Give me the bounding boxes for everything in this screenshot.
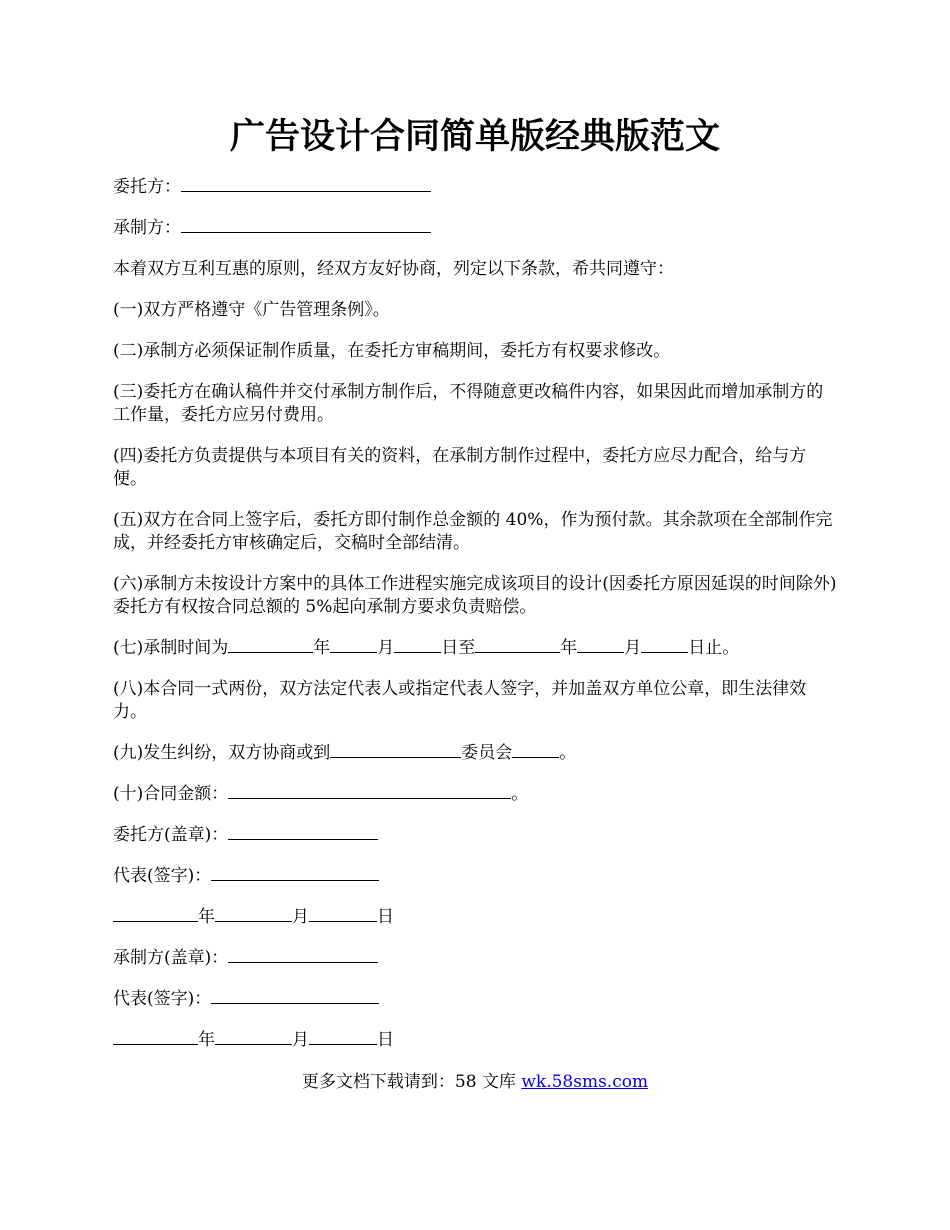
clause-1: (一)双方严格遵守《广告管理条例》。 [113, 300, 390, 320]
clause-10-amount-blank [228, 784, 511, 799]
client-rep-label: 代表(签字)： [113, 866, 212, 886]
clause-9-blank-2 [512, 743, 559, 758]
clause-3: (三)委托方在确认稿件并交付承制方制作后，不得随意更改稿件内容，如果因此而增加承制方的工作量，委托方应另付费用。 [113, 382, 824, 425]
footer [0, 1071, 950, 1094]
document-body [113, 176, 838, 1070]
clause-9-end: 。 [559, 743, 577, 763]
clause-7-day-blank [394, 638, 441, 653]
client-date-month: 月 [292, 907, 309, 927]
maker-date-month: 月 [292, 1030, 309, 1050]
clause-7-month-blank [330, 638, 377, 653]
client-rep-line [113, 865, 838, 888]
maker-date-day: 日 [377, 1030, 394, 1050]
clause-4: (四)委托方负责提供与本项目有关的资料，在承制方制作过程中，委托方应尽力配合，给与方便。 [113, 446, 807, 489]
clause-8: (八)本合同一式两份，双方法定代表人或指定代表人签字，并加盖双方单位公章，即生法律效力。 [113, 679, 807, 722]
clause-5: (五)双方在合同上签字后，委托方即付制作总金额的 40%，作为预付款。其余款项在全部制作完成，并经委托方审核确定后，交稿时全部结清。 [113, 510, 833, 553]
intro-paragraph: 本着双方互利互惠的原则，经双方友好协商，列定以下条款，希共同遵守： [113, 259, 674, 279]
clause-6: (六)承制方未按设计方案中的具体工作进程实施完成该项目的设计(因委托方原因延误的时间除外)委托方有权按合同总额的 5%起向承制方要求负责赔偿。 [113, 574, 837, 617]
client-date-day-blank [309, 907, 377, 922]
footer-text: 更多文档下载请到：58 文库 [301, 1072, 522, 1092]
maker-rep-label: 代表(签字)： [113, 989, 212, 1009]
clause-2: (二)承制方必须保证制作质量，在委托方审稿期间，委托方有权要求修改。 [113, 341, 671, 361]
maker-date-month-blank [215, 1030, 292, 1045]
clause-7-day2-blank [641, 638, 688, 653]
client-date-month-blank [215, 907, 292, 922]
maker-date-day-blank [309, 1030, 377, 1045]
maker-seal-line [113, 947, 838, 970]
client-seal-line [113, 824, 838, 847]
maker-date-year: 年 [198, 1030, 215, 1050]
client-seal-label: 委托方(盖章)： [113, 825, 229, 845]
clause-7 [113, 637, 838, 660]
client-rep-blank [211, 866, 379, 881]
clause-7-prefix: (七)承制时间为 [113, 638, 229, 658]
clause-10 [113, 783, 838, 806]
clause-7-year: 年 [313, 638, 331, 658]
client-line [113, 176, 838, 199]
maker-rep-line [113, 988, 838, 1011]
maker-rep-blank [211, 989, 379, 1004]
clause-9 [113, 742, 838, 765]
clause-7-end: 日止。 [688, 638, 740, 658]
client-blank [181, 177, 431, 192]
clause-7-month2: 月 [624, 638, 642, 658]
clause-7-day-to: 日至 [441, 638, 476, 658]
clause-10-prefix: (十)合同金额： [113, 784, 229, 804]
maker-line [113, 217, 838, 240]
clause-10-end: 。 [511, 784, 529, 804]
client-seal-blank [228, 825, 378, 840]
maker-date-year-blank [113, 1030, 198, 1045]
client-date-year: 年 [198, 907, 215, 927]
clause-9-prefix: (九)发生纠纷，双方协商或到 [113, 743, 331, 763]
clause-9-blank [330, 743, 461, 758]
client-date-year-blank [113, 907, 198, 922]
client-date-day: 日 [377, 907, 394, 927]
client-date-line [113, 906, 838, 929]
client-label: 委托方： [113, 177, 181, 197]
maker-blank [181, 218, 431, 233]
clause-7-year2-blank [475, 638, 560, 653]
clause-7-month: 月 [377, 638, 395, 658]
clause-7-year-blank [228, 638, 313, 653]
document-title: 广告设计合同简单版经典版范文 [229, 116, 720, 157]
clause-7-year2: 年 [560, 638, 578, 658]
maker-date-line [113, 1029, 838, 1052]
clause-9-mid: 委员会 [461, 743, 513, 763]
maker-seal-label: 承制方(盖章)： [113, 948, 229, 968]
clause-7-month2-blank [577, 638, 624, 653]
maker-label: 承制方： [113, 218, 181, 238]
footer-link[interactable]: wk.58sms.com [521, 1072, 649, 1092]
maker-seal-blank [228, 948, 378, 963]
